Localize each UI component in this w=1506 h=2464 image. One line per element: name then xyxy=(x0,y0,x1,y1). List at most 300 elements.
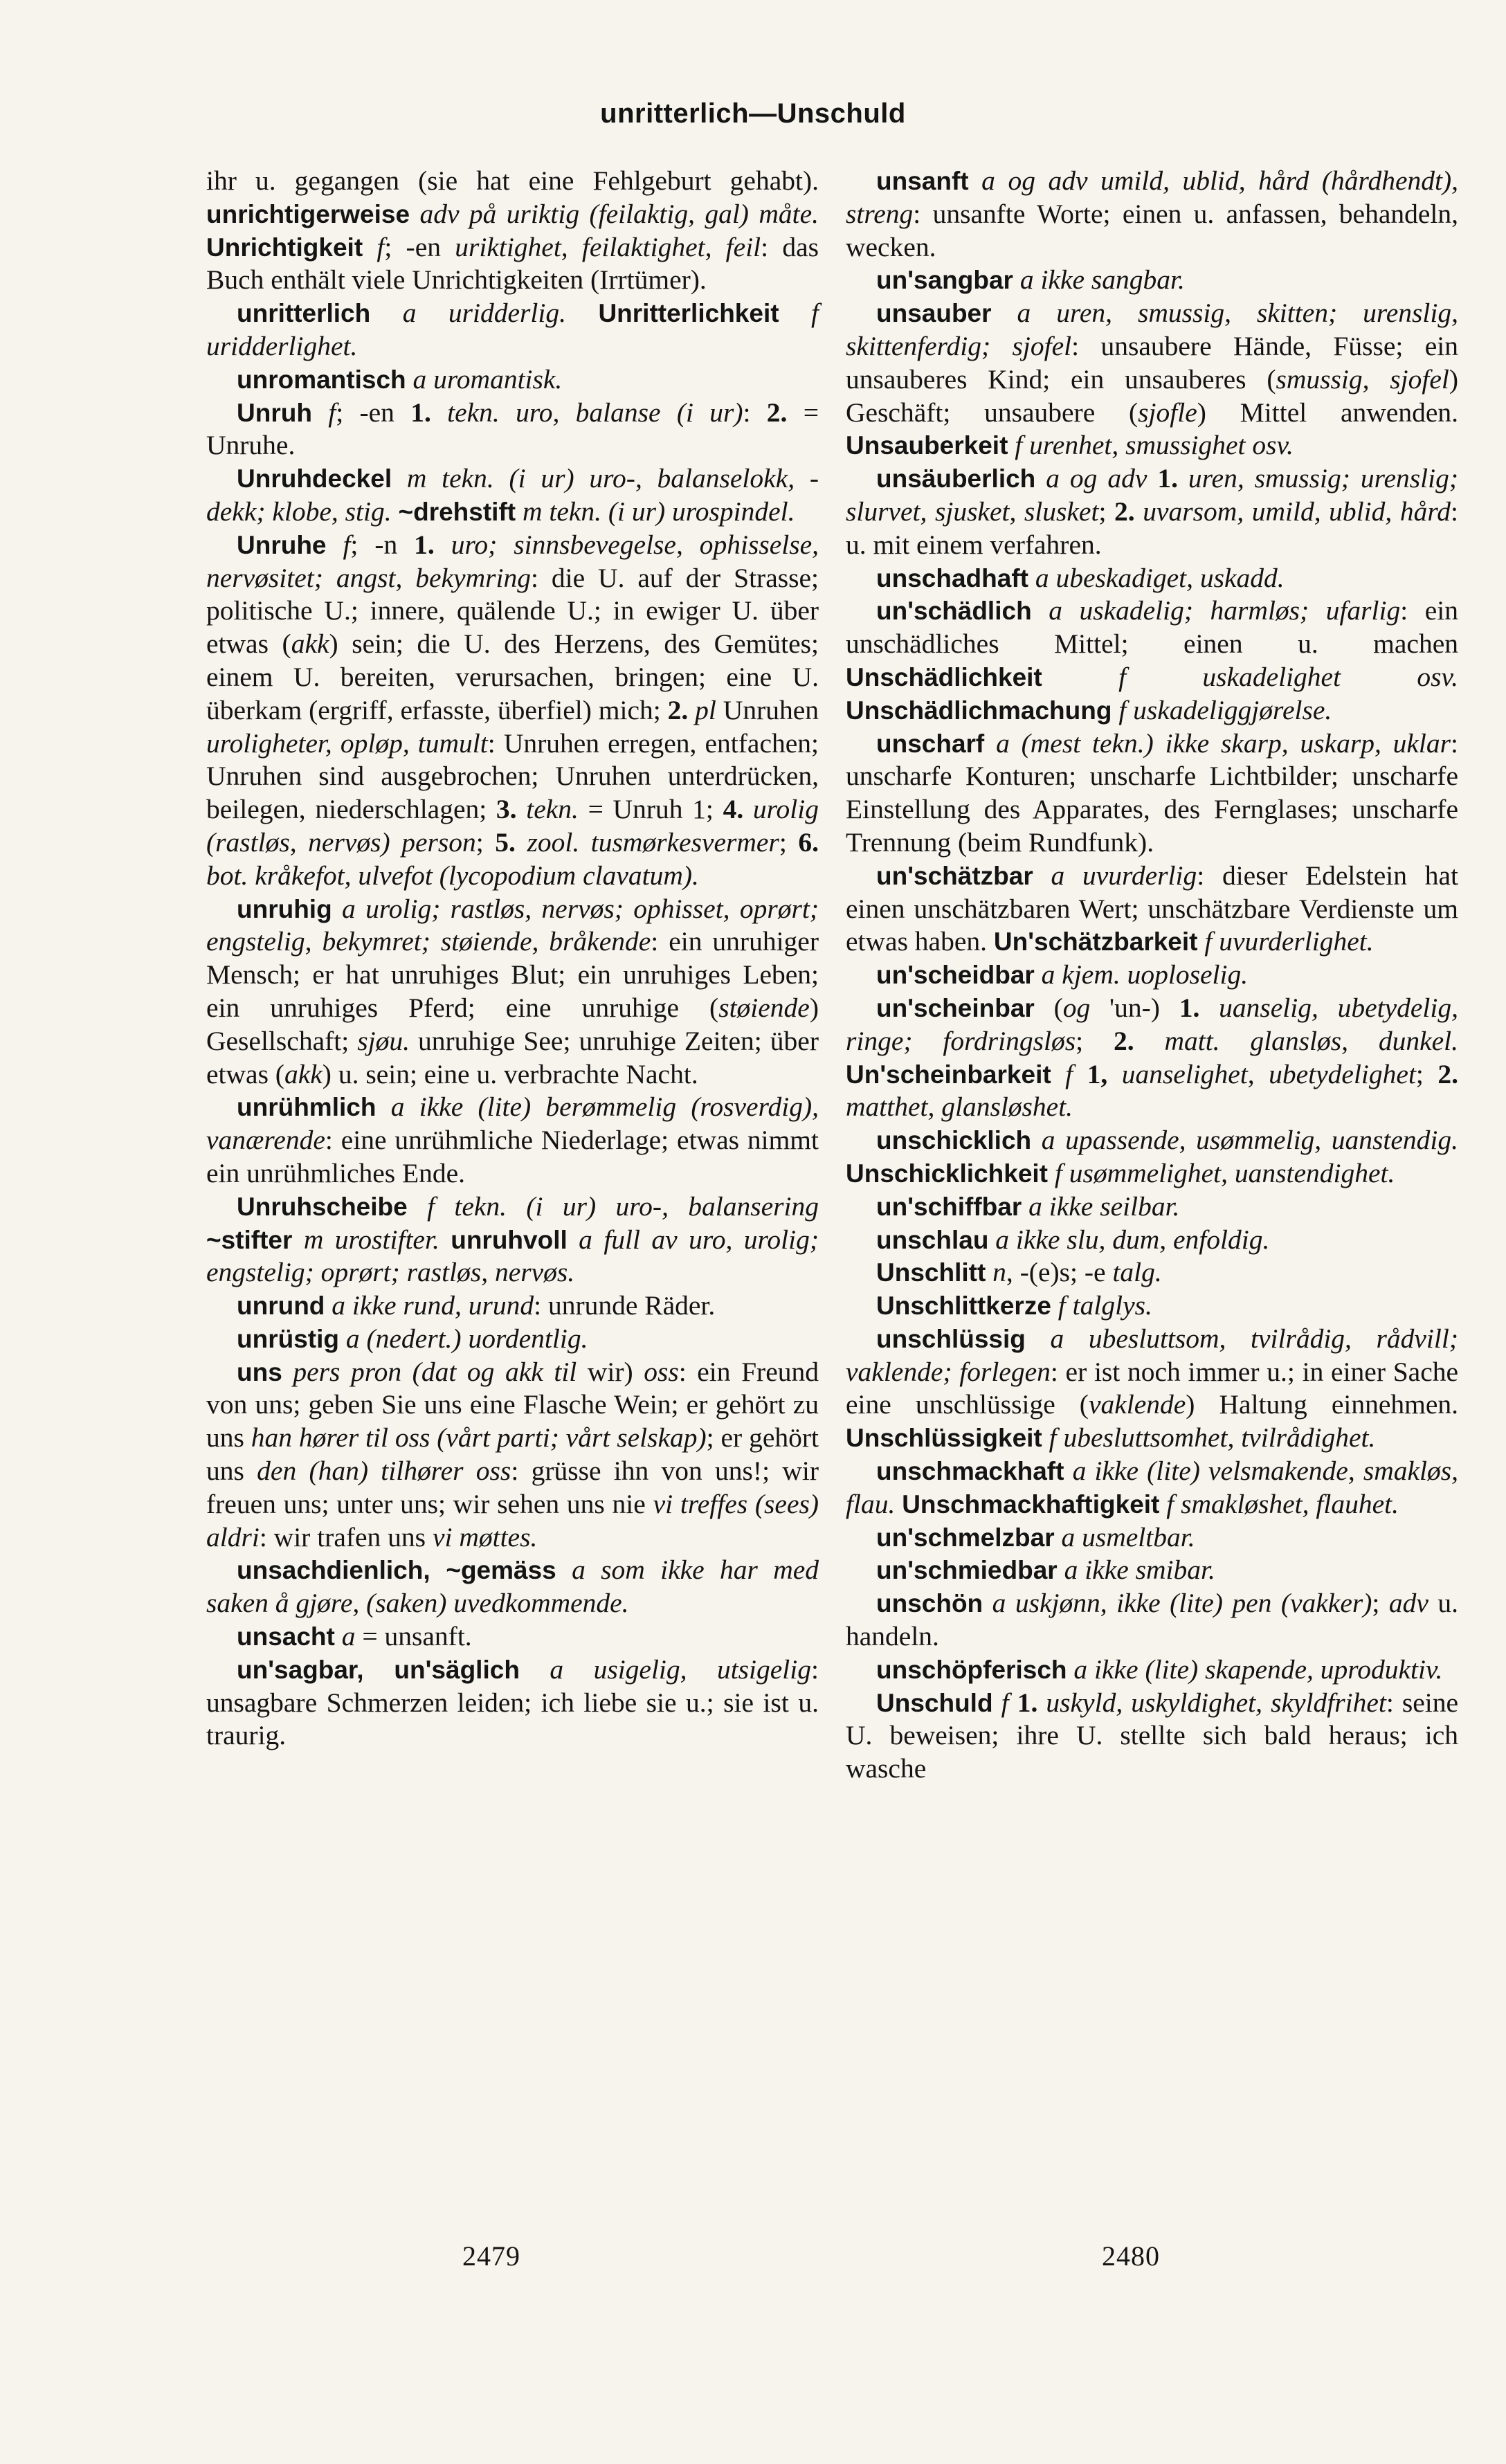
italic-gloss: a uren, smussig, skitten; urenslig, skittenferdig; sjofel xyxy=(846,298,1458,361)
italic-gloss: m tekn. (i ur) urospindel. xyxy=(522,496,795,527)
headword: un'schätzbar xyxy=(876,861,1033,890)
entry-text xyxy=(1035,463,1046,493)
entry-text: ) sein; die U. des Herzens, des Gemütes; einem U. bereiten, verursachen, bringen; eine U. überkam (ergriff, erfasste, überfiel) mich; xyxy=(206,628,819,725)
dictionary-entry xyxy=(206,1554,819,1620)
entry-text xyxy=(1037,1687,1046,1718)
sense-number: 6. xyxy=(798,826,819,858)
sense-number: 1, xyxy=(1087,1058,1108,1089)
italic-gloss: vi møttes. xyxy=(432,1521,538,1552)
entry-text xyxy=(282,1357,293,1387)
italic-gloss: tekn. xyxy=(526,794,579,825)
sense-number: 1. xyxy=(1179,992,1200,1023)
sense-number: 4. xyxy=(723,794,744,825)
dictionary-entry xyxy=(846,1654,1458,1687)
italic-gloss: matt. glansløs, dunkel. xyxy=(1164,1025,1458,1056)
entry-text: : dieser Edelstein hat einen unschätzbaren Wert; unschätzbare Verdienste um etwas haben. xyxy=(846,860,1458,957)
italic-gloss: a og adv umild, ublid, hård (hårdhendt), streng xyxy=(846,165,1458,229)
entry-text: ) u. sein; eine u. verbrachte Nacht. xyxy=(322,1058,698,1089)
italic-gloss: a uvurderlig xyxy=(1051,860,1197,891)
running-head: unritterlich—Unschuld xyxy=(600,98,906,129)
entry-text xyxy=(1042,662,1118,692)
dictionary-entry xyxy=(206,397,819,463)
entry-text xyxy=(568,1224,579,1255)
entry-text xyxy=(556,1555,572,1585)
entry-text: = Unruh 1; xyxy=(578,794,723,825)
dictionary-entry xyxy=(846,595,1458,727)
entry-text xyxy=(1048,1158,1055,1188)
headword: Unschlittkerze xyxy=(876,1292,1051,1321)
headword: Unruhscheibe xyxy=(237,1192,408,1221)
left-column xyxy=(206,165,819,1752)
entry-text xyxy=(1107,1059,1121,1089)
entry-text xyxy=(566,298,598,328)
italic-gloss: urolig (rastløs, nervøs) person xyxy=(206,794,819,858)
italic-gloss: pl xyxy=(695,694,716,725)
entry-text xyxy=(1112,695,1118,725)
sense-number: 1. xyxy=(1017,1687,1038,1718)
entry-text xyxy=(1008,430,1015,460)
headword: Unruh xyxy=(237,398,312,427)
italic-gloss: uskyld, uskyldighet, skyldfrihet xyxy=(1046,1687,1386,1718)
entry-text: ; xyxy=(1415,1058,1438,1089)
italic-gloss: a uromantisk. xyxy=(412,363,563,395)
italic-gloss: a upassende, usømmelig, uanstendig. xyxy=(1041,1125,1458,1156)
italic-gloss: uroligheter, opløp, tumult xyxy=(206,727,488,759)
right-column xyxy=(846,165,1458,1786)
entry-text xyxy=(1055,1522,1062,1552)
dictionary-entry xyxy=(846,727,1458,860)
italic-gloss: uanselighet, ubetydelighet xyxy=(1121,1058,1416,1089)
italic-gloss: n xyxy=(992,1257,1006,1288)
headword: un'schmelzbar xyxy=(876,1523,1055,1552)
headword: un'sangbar xyxy=(876,266,1013,295)
entry-text xyxy=(984,728,996,759)
dictionary-entry xyxy=(206,462,819,529)
italic-gloss: a ikke slu, dum, enfoldig. xyxy=(995,1224,1270,1255)
entry-text: : Unruhen erregen, entfachen; Unruhen sind ausgebrochen; Unruhen unterdrücken, beilegen, niederschlagen; xyxy=(206,727,819,825)
headword: unsachdienlich, ~gemäss xyxy=(237,1556,556,1585)
italic-gloss: a og adv xyxy=(1046,463,1147,494)
italic-gloss: a ubeskadiget, uskadd. xyxy=(1035,562,1285,593)
entry-text xyxy=(517,794,527,824)
italic-gloss: smussig, sjofel xyxy=(1276,363,1449,395)
entry-text xyxy=(439,1224,451,1255)
italic-gloss: oss xyxy=(644,1356,679,1387)
headword: Unschlitt xyxy=(876,1258,986,1287)
italic-gloss: a (nedert.) uordentlig. xyxy=(345,1323,588,1354)
entry-text: ; er gehört uns xyxy=(206,1422,819,1487)
entry-text xyxy=(1199,993,1219,1023)
italic-gloss: f urenhet, smussighet osv. xyxy=(1015,430,1294,461)
headword: ~stifter xyxy=(206,1225,293,1254)
dictionary-entry xyxy=(846,1554,1458,1587)
dictionary-entry xyxy=(206,1289,819,1323)
headword: unsacht xyxy=(237,1622,335,1651)
italic-gloss: a urolig; rastløs, nervøs; ophisset, oprørt; engstelig, bekymret; støiende, bråkende xyxy=(206,893,819,957)
entry-text xyxy=(1035,959,1042,990)
italic-gloss: f xyxy=(328,397,336,428)
entry-text xyxy=(1051,1290,1058,1321)
sense-number: 5. xyxy=(495,826,516,858)
dictionary-entry xyxy=(846,1687,1458,1786)
dictionary-entry xyxy=(206,165,819,297)
italic-gloss: a ikke smibar. xyxy=(1064,1555,1215,1586)
italic-gloss: f smakløshet, flauhet. xyxy=(1166,1488,1399,1519)
headword: unsauber xyxy=(876,299,992,328)
italic-gloss: a kjem. uoploselig. xyxy=(1041,959,1249,990)
italic-gloss: bot. kråkefot, ulvefot (lycopodium clavatum). xyxy=(206,860,699,891)
italic-gloss: a som ikke har med saken å gjøre, (saken) uvedkommende. xyxy=(206,1555,819,1619)
italic-gloss: f tekn. (i ur) uro-, balansering xyxy=(427,1190,819,1222)
entry-text: : seine U. beweisen; ihre U. stellte sich bald heraus; ich wasche xyxy=(846,1687,1459,1784)
headword: Un'scheinbarkeit xyxy=(846,1060,1051,1089)
entry-text: : ein unschädliches Mittel; einen u. machen xyxy=(846,595,1459,660)
headword: unritterlich xyxy=(237,299,371,328)
sense-number: 1. xyxy=(410,397,431,428)
entry-text: : unrunde Räder. xyxy=(534,1290,716,1321)
entry-text xyxy=(516,827,527,858)
headword: Unschuld xyxy=(876,1688,993,1717)
entry-text xyxy=(688,695,695,725)
italic-gloss: matthet, glansløshet. xyxy=(846,1091,1073,1123)
headword: unrüstig xyxy=(237,1324,339,1353)
headword: unrund xyxy=(237,1292,325,1321)
entry-text: ; -n xyxy=(350,529,415,560)
headword: unscharf xyxy=(876,729,985,758)
entry-text: unruhige See; unruhige Zeiten; über etwas ( xyxy=(206,1025,819,1089)
entry-text: u. handeln. xyxy=(846,1588,1458,1652)
dictionary-entry xyxy=(206,1323,819,1356)
dictionary-entry xyxy=(846,1124,1458,1190)
entry-text xyxy=(743,794,753,824)
italic-gloss: a (mest tekn.) ikke skarp, uskarp, uklar xyxy=(996,727,1451,759)
italic-gloss: f talglys. xyxy=(1058,1290,1152,1321)
italic-gloss: og xyxy=(1062,992,1091,1023)
dictionary-entry xyxy=(846,959,1458,992)
entry-text: ; xyxy=(779,826,799,858)
entry-text xyxy=(339,1323,346,1354)
entry-text: ; xyxy=(1098,496,1115,527)
italic-gloss: adv xyxy=(1388,1588,1428,1619)
headword: Unschmackhaftigkeit xyxy=(902,1489,1160,1519)
entry-text xyxy=(332,894,342,924)
entry-text xyxy=(363,232,376,262)
sense-number: 2. xyxy=(667,694,689,725)
entry-text: wir) xyxy=(577,1356,644,1387)
italic-gloss: a uskjønn, ikke (lite) pen (vakker) xyxy=(992,1588,1372,1619)
entry-text xyxy=(1064,1456,1072,1486)
entry-text xyxy=(1022,1191,1028,1222)
dictionary-entry xyxy=(846,165,1458,264)
dictionary-entry xyxy=(846,992,1458,1124)
dictionary-entry xyxy=(846,1289,1458,1323)
entry-text xyxy=(1058,1555,1064,1585)
dictionary-entry xyxy=(846,1521,1458,1555)
headword: Unsauberkeit xyxy=(846,431,1008,460)
entry-text xyxy=(410,199,419,229)
entry-text xyxy=(520,1654,550,1685)
italic-gloss: a ikke (lite) velsmakende, smakløs, flau. xyxy=(846,1456,1459,1519)
entry-text xyxy=(1042,1422,1049,1453)
headword: unsanft xyxy=(876,167,969,195)
dictionary-entry xyxy=(206,1620,819,1654)
italic-gloss: vaklende xyxy=(1088,1389,1186,1420)
entry-text: ) Mittel anwenden. xyxy=(1197,397,1458,428)
headword: Unschädlichkeit xyxy=(846,662,1042,691)
entry-text xyxy=(992,298,1017,328)
headword: Unritterlichkeit xyxy=(598,299,779,328)
italic-gloss: akk xyxy=(291,628,329,660)
headword: Unrichtigkeit xyxy=(206,233,363,262)
headword: ~drehstift xyxy=(398,497,516,526)
italic-gloss: akk xyxy=(284,1058,323,1089)
headword: unschöpferisch xyxy=(876,1655,1067,1684)
italic-gloss: støiende xyxy=(718,992,810,1023)
italic-gloss: a uskadelig; harmløs; ufarlig xyxy=(1049,595,1401,626)
headword: unrichtigerweise xyxy=(206,199,410,228)
entry-text: ; xyxy=(475,826,496,858)
sense-number: 2. xyxy=(1114,496,1135,527)
entry-text xyxy=(1009,1687,1017,1718)
entry-text: : u. mit einem verfahren. xyxy=(846,496,1458,560)
headword: Unschädlichmachung xyxy=(846,696,1112,725)
dictionary-entry xyxy=(206,893,819,1091)
dictionary-entry xyxy=(206,1190,819,1289)
italic-gloss: a full av uro, urolig; engstelig; oprørt; rastløs, nervøs. xyxy=(206,1224,819,1288)
entry-text xyxy=(335,1621,342,1651)
italic-gloss: pers pron (dat og akk til xyxy=(293,1356,577,1387)
headword: Unschlüssigkeit xyxy=(846,1424,1042,1453)
entry-text: ; -en xyxy=(336,397,411,428)
italic-gloss: m urostifter. xyxy=(303,1224,439,1255)
entry-text xyxy=(969,165,982,196)
entry-text xyxy=(1028,563,1035,593)
dictionary-entry xyxy=(846,1256,1458,1289)
headword: unschadhaft xyxy=(876,563,1028,592)
italic-gloss: f uridderlighet. xyxy=(206,298,819,361)
italic-gloss: a ikke (lite) skapende, uproduktiv. xyxy=(1073,1654,1443,1685)
sense-number: 1. xyxy=(414,529,435,560)
dictionary-entry xyxy=(846,264,1458,297)
entry-text xyxy=(408,1191,427,1222)
italic-gloss: a xyxy=(341,1621,356,1652)
italic-gloss: tekn. uro, balanse (i ur) xyxy=(447,397,743,428)
entry-text xyxy=(292,1224,303,1255)
entry-text xyxy=(1013,264,1020,295)
entry-text: : xyxy=(743,397,767,428)
dictionary-entry xyxy=(206,363,819,397)
italic-gloss: a ikke (lite) berømmelig (rosverdig), vanærende xyxy=(206,1091,819,1156)
headword: un'schädlich xyxy=(876,597,1032,626)
italic-gloss: den (han) tilhører oss xyxy=(257,1456,511,1487)
italic-gloss: a ubesluttsom, tvilrådig, rådvill; vaklende; forlegen xyxy=(846,1323,1458,1387)
entry-text: : unsaubere Hände, Füsse; ein unsauberes Kind; ein unsauberes ( xyxy=(846,330,1458,395)
headword: unromantisch xyxy=(237,365,406,394)
italic-gloss: a ikke sangbar. xyxy=(1019,264,1185,296)
entry-text: : wir trafen uns xyxy=(259,1521,433,1552)
entry-text: ; xyxy=(1372,1588,1389,1619)
sense-number: 2. xyxy=(766,397,788,428)
entry-text xyxy=(392,463,407,493)
headword: unschicklich xyxy=(876,1126,1032,1155)
italic-gloss: a ikke rund, urund xyxy=(332,1290,534,1321)
entry-text: ; xyxy=(1076,1025,1114,1056)
headword: unschlau xyxy=(876,1225,989,1254)
headword: un'schmiedbar xyxy=(876,1556,1058,1585)
entry-text xyxy=(1033,860,1051,891)
headword: unruhig xyxy=(237,894,332,923)
sense-number: 2. xyxy=(1113,1025,1134,1056)
dictionary-entry xyxy=(846,562,1458,595)
entry-text xyxy=(983,1588,992,1618)
headword: un'scheinbar xyxy=(876,993,1035,1022)
headword: Unruhdeckel xyxy=(237,464,392,493)
italic-gloss: f xyxy=(376,231,385,262)
entry-text xyxy=(1178,463,1188,493)
italic-gloss: sjofle xyxy=(1138,397,1197,428)
entry-text: ) Gesellschaft; xyxy=(206,992,819,1056)
italic-gloss: uro; sinnsbevegelse, ophisselse, nervøsitet; angst, bekymring xyxy=(206,529,819,593)
entry-text xyxy=(1147,463,1157,493)
dictionary-entry xyxy=(206,1356,819,1555)
italic-gloss: talg. xyxy=(1112,1257,1162,1288)
entry-text xyxy=(431,397,447,428)
entry-text: ihr u. gegangen (sie hat eine Fehlgeburt gehabt). xyxy=(206,165,819,196)
dictionary-entry xyxy=(846,297,1458,462)
italic-gloss: a usigelig, utsigelig xyxy=(550,1654,812,1685)
headword: uns xyxy=(237,1357,282,1386)
entry-text: : unscharfe Konturen; unscharfe Lichtbilder; unscharfe Einstellung des Apparates, des Fernglases; unscharfe Trennung (beim Rundfunk). xyxy=(846,727,1459,858)
entry-text xyxy=(1026,1323,1051,1354)
entry-text xyxy=(1197,926,1204,957)
entry-text xyxy=(1067,1654,1074,1685)
entry-text xyxy=(327,529,343,560)
entry-text xyxy=(1031,1125,1042,1155)
dictionary-entry xyxy=(846,1323,1458,1455)
entry-text: : unsagbare Schmerzen leiden; ich liebe sie u.; sie ist u. traurig. xyxy=(206,1654,819,1751)
entry-text: , -(e)s; -e xyxy=(1006,1257,1113,1288)
entry-text: : ein Freund von uns; geben Sie uns eine Flasche Wein; er gehört zu uns xyxy=(206,1356,819,1453)
entry-text xyxy=(1159,1489,1166,1519)
headword: unschön xyxy=(876,1589,983,1618)
dictionary-entry xyxy=(846,1190,1458,1224)
headword: unrühmlich xyxy=(237,1093,376,1122)
italic-gloss: f ubesluttsomhet, tvilrådighet. xyxy=(1049,1422,1376,1453)
dictionary-entry xyxy=(846,1587,1458,1654)
headword: un'scheidbar xyxy=(876,961,1035,990)
italic-gloss: adv på uriktig (feilaktig, gal) måte. xyxy=(419,198,819,229)
sense-number: 2. xyxy=(1437,1058,1458,1089)
italic-gloss: uvarsom, umild, ublid, hård xyxy=(1143,496,1451,527)
italic-gloss: sjøu. xyxy=(357,1025,410,1056)
italic-gloss: f xyxy=(1065,1058,1073,1089)
headword: unschlüssig xyxy=(876,1324,1026,1353)
entry-text xyxy=(1051,1059,1065,1089)
headword: unsäuberlich xyxy=(876,464,1036,493)
sense-number: 1. xyxy=(1157,463,1178,494)
entry-text: ( xyxy=(1034,992,1063,1023)
italic-gloss: uriktighet, feilaktighet, feil xyxy=(455,231,761,262)
italic-gloss: f xyxy=(343,529,351,560)
entry-text xyxy=(325,1290,332,1321)
dictionary-entry xyxy=(206,1654,819,1752)
entry-text xyxy=(312,397,328,428)
italic-gloss: a uridderlig. xyxy=(402,298,566,329)
entry-text xyxy=(1134,1026,1165,1056)
italic-gloss: m tekn. (i ur) uro-, balanselokk, -dekk; klobe, stig. xyxy=(206,463,819,527)
entry-text xyxy=(516,496,523,527)
entry-text xyxy=(1032,595,1049,626)
dictionary-entry xyxy=(206,529,819,893)
italic-gloss: zool. tusmørkesvermer xyxy=(527,826,779,858)
italic-gloss: f uskadeliggjørelse. xyxy=(1118,694,1332,725)
italic-gloss: f uskadelighet osv. xyxy=(1118,661,1458,692)
italic-gloss: vi treffes (sees) aldri xyxy=(206,1488,819,1552)
dictionary-entry xyxy=(846,1224,1458,1257)
italic-gloss: f usømmelighet, uanstendighet. xyxy=(1054,1157,1395,1188)
headword: unruhvoll xyxy=(451,1225,568,1254)
entry-text: ; -en xyxy=(384,231,455,262)
dictionary-entry xyxy=(846,462,1458,561)
entry-text: : er ist noch immer u.; in einer Sache eine unschlüssige ( xyxy=(846,1356,1459,1420)
entry-text: Unruhen xyxy=(716,694,819,725)
headword: Unschicklichkeit xyxy=(846,1159,1049,1188)
entry-text: 'un-) xyxy=(1090,992,1179,1023)
sense-number: 3. xyxy=(496,794,517,825)
entry-text xyxy=(895,1489,902,1519)
entry-text: : grüsse ihn von uns!; wir freuen uns; unter uns; wir sehen uns nie xyxy=(206,1456,819,1519)
page-number-left: 2479 xyxy=(462,2240,520,2272)
entry-text xyxy=(988,1224,995,1255)
entry-text xyxy=(392,496,399,527)
entry-text: = Unruhe. xyxy=(206,397,819,461)
entry-text: ) Haltung einnehmen. xyxy=(1186,1389,1458,1420)
dictionary-entry xyxy=(846,1455,1458,1521)
entry-text xyxy=(779,298,811,328)
headword: Un'schätzbarkeit xyxy=(993,927,1198,957)
entry-text: : unsanfte Worte; einen u. anfassen, behandeln, wecken. xyxy=(846,198,1458,262)
entry-text: : das Buch enthält viele Unrichtigkeiten (Irrtümer). xyxy=(206,231,819,296)
dictionary-entry xyxy=(846,860,1458,959)
entry-text xyxy=(370,298,402,328)
entry-text xyxy=(1073,1059,1087,1089)
entry-text: = unsanft. xyxy=(355,1621,472,1652)
entry-text xyxy=(1135,496,1143,527)
entry-text xyxy=(986,1257,992,1287)
headword: un'schiffbar xyxy=(876,1192,1022,1221)
entry-text xyxy=(406,364,413,395)
italic-gloss: f xyxy=(1001,1687,1009,1718)
headword: Unruhe xyxy=(237,530,327,559)
italic-gloss: uren, smussig; urenslig; slurvet, sjusket, slusket xyxy=(846,463,1458,527)
italic-gloss: a ikke seilbar. xyxy=(1028,1190,1180,1222)
entry-text xyxy=(993,1687,1001,1718)
headword: unschmackhaft xyxy=(876,1457,1064,1486)
entry-text xyxy=(376,1091,390,1122)
entry-text: : die U. auf der Strasse; politische U.; innere, quälende U.; in ewiger U. über etwas ( xyxy=(206,562,819,660)
italic-gloss: uanselig, ubetydelig, ringe; fordringsløs xyxy=(846,992,1459,1056)
entry-text: ) Geschäft; unsaubere ( xyxy=(846,363,1458,428)
headword: un'sagbar, un'säglich xyxy=(237,1655,520,1684)
entry-text: : eine unrühmliche Niederlage; etwas nimmt ein unrühmliches Ende. xyxy=(206,1125,819,1188)
italic-gloss: a usmeltbar. xyxy=(1061,1521,1195,1552)
entry-text: : ein unruhiger Mensch; er hat unruhiges Blut; ein unruhiges Leben; ein unruhiges Pferd; eine unruhige ( xyxy=(206,926,819,1023)
entry-text xyxy=(435,529,451,560)
italic-gloss: han hører til oss (vårt parti; vårt selskap) xyxy=(251,1422,707,1453)
dictionary-entry xyxy=(206,1091,819,1190)
dictionary-entry xyxy=(206,297,819,363)
italic-gloss: f uvurderlighet. xyxy=(1204,926,1374,957)
